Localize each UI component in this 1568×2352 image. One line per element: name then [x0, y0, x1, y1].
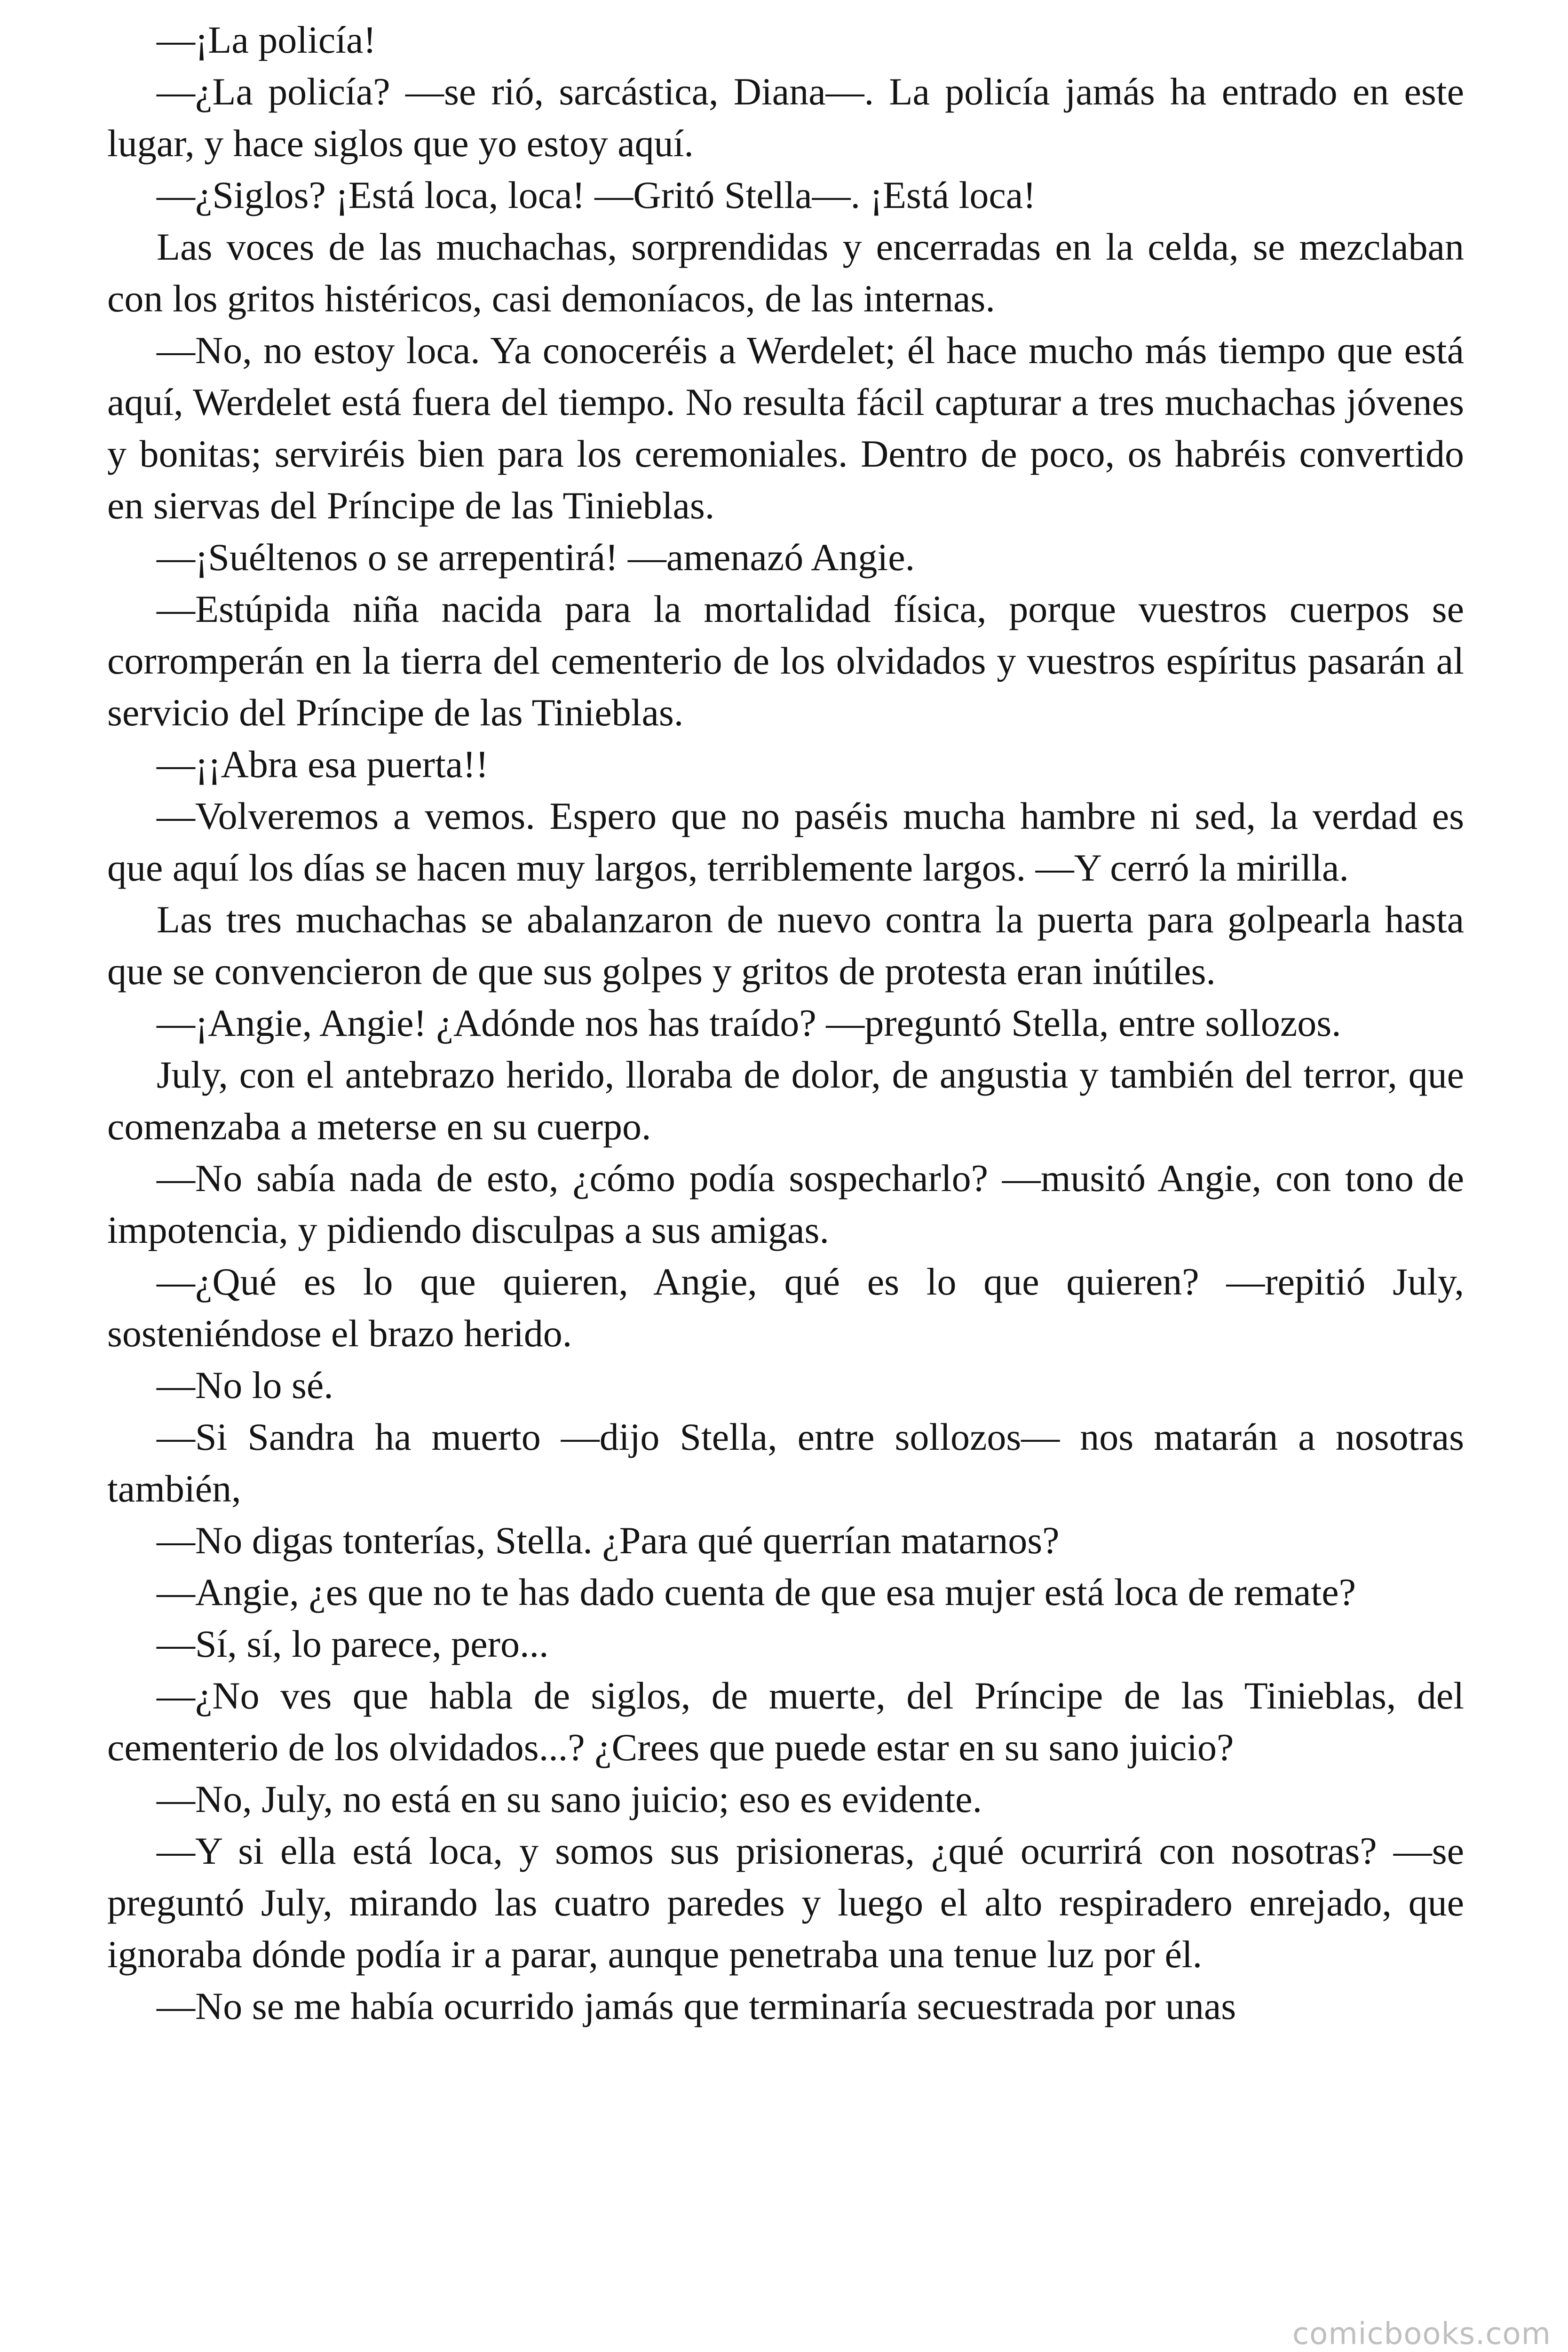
- paragraph: —No sabía nada de esto, ¿cómo podía sospecharlo? —musitó Angie, con tono de impotencia, y pidiendo disculpas a sus amigas.: [107, 1157, 1464, 1251]
- paragraph: —¡La policía!: [157, 18, 376, 61]
- paragraph: —¡Angie, Angie! ¿Adónde nos has traído? —preguntó Stella, entre sollozos.: [157, 1001, 1341, 1044]
- paragraph: —Si Sandra ha muerto —dijo Stella, entre sollozos— nos matarán a nosotras también,: [107, 1415, 1464, 1510]
- paragraph: —Volveremos a vemos. Espero que no paséis mucha hambre ni sed, la verdad es que aquí los días se hacen muy largos, terriblemente largos. —Y cerró la mirilla.: [107, 795, 1464, 889]
- paragraph: Las tres muchachas se abalanzaron de nuevo contra la puerta para golpearla hasta que se convencieron de que sus golpes y gritos de protesta eran inútiles.: [107, 898, 1464, 993]
- watermark: comicbooks.com: [1292, 2317, 1551, 2352]
- paragraph: —No, no estoy loca. Ya conoceréis a Werdelet; él hace mucho más tiempo que está aquí, Werdelet está fuera del tiempo. No resulta fácil capturar a tres muchachas jóvenes y bonitas; serviréis bien para los ceremoniales. Dentro de poco, os habréis convertido en siervas del Príncipe de las Tinieblas.: [107, 329, 1464, 527]
- paragraph: —¿No ves que habla de siglos, de muerte, del Príncipe de las Tinieblas, del cementerio de los olvidados...? ¿Crees que puede estar en su sano juicio?: [107, 1674, 1464, 1769]
- paragraph: —No lo sé.: [157, 1364, 333, 1406]
- paragraph: —¿La policía? —se rió, sarcástica, Diana—. La policía jamás ha entrado en este lugar, y hace siglos que yo estoy aquí.: [107, 70, 1464, 165]
- paragraph: —¿Qué es lo que quieren, Angie, qué es lo que quieren? —repitió July, sosteniéndose el brazo herido.: [107, 1260, 1464, 1355]
- paragraph: —No se me había ocurrido jamás que terminaría secuestrada por unas: [157, 1985, 1236, 2027]
- paragraph: —Sí, sí, lo parece, pero...: [157, 1622, 549, 1665]
- paragraph: —Estúpida niña nacida para la mortalidad física, porque vuestros cuerpos se corromperán en la tierra del cementerio de los olvidados y vuestros espíritus pasarán al servicio del Príncipe de las Tinieblas.: [107, 588, 1464, 734]
- paragraph: —Y si ella está loca, y somos sus prisioneras, ¿qué ocurrirá con nosotras? —se preguntó July, mirando las cuatro paredes y luego el alto respiradero enrejado, que ignoraba dónde podía ir a parar, aunque penetraba una tenue luz por él.: [107, 1829, 1464, 1976]
- paragraph: Las voces de las muchachas, sorprendidas y encerradas en la celda, se mezclaban con los gritos histéricos, casi demoníacos, de las internas.: [107, 225, 1464, 320]
- page-body: [107, 14, 1464, 2032]
- paragraph: —No, July, no está en su sano juicio; eso es evidente.: [157, 1778, 982, 1820]
- paragraph: —No digas tonterías, Stella. ¿Para qué querrían matarnos?: [157, 1519, 1060, 1562]
- paragraph: —Angie, ¿es que no te has dado cuenta de que esa mujer está loca de remate?: [157, 1571, 1356, 1613]
- paragraph: —¡Suéltenos o se arrepentirá! —amenazó Angie.: [157, 536, 915, 579]
- paragraph: —¿Siglos? ¡Está loca, loca! —Gritó Stella—. ¡Está loca!: [157, 174, 1036, 216]
- paragraph: —¡¡Abra esa puerta!!: [157, 743, 489, 786]
- paragraph: July, con el antebrazo herido, lloraba de dolor, de angustia y también del terror, que comenzaba a meterse en su cuerpo.: [107, 1053, 1464, 1148]
